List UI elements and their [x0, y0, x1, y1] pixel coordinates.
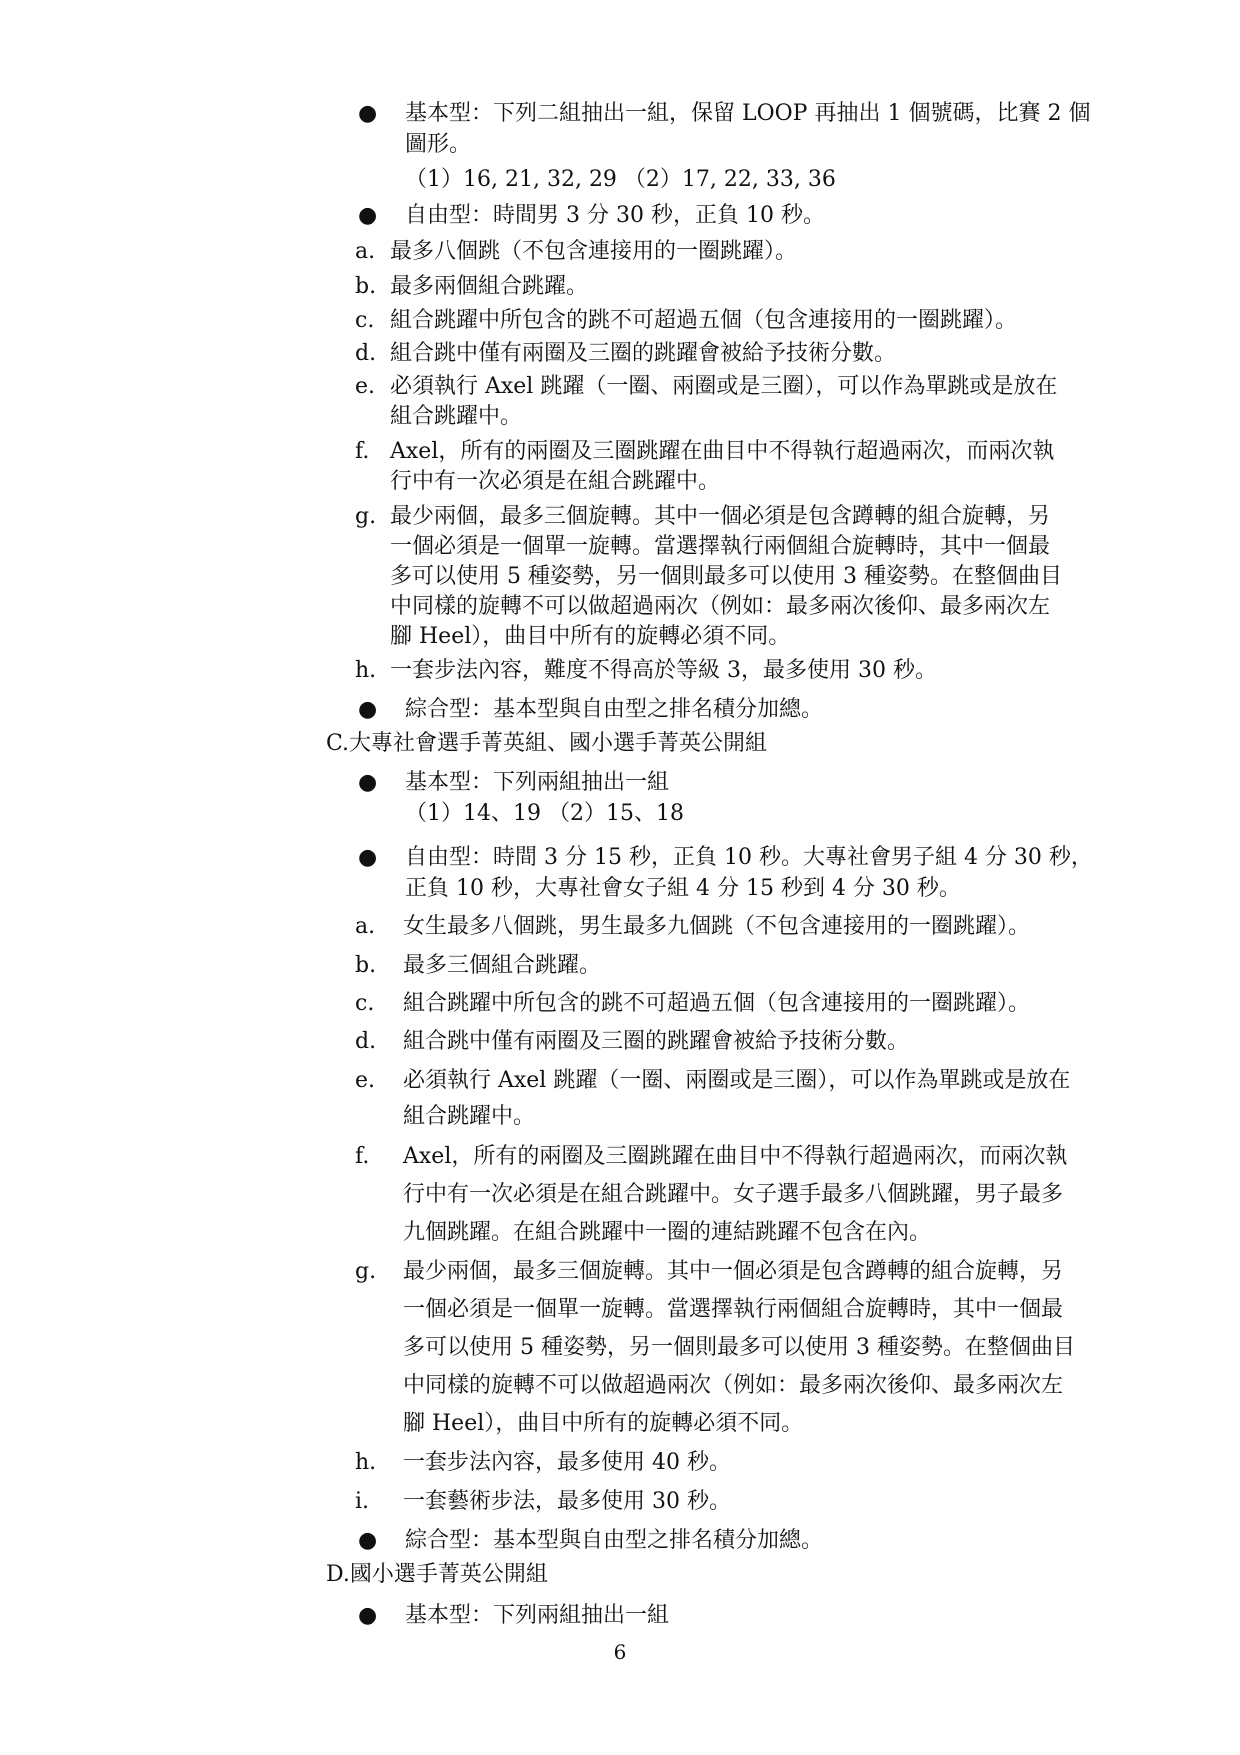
b-item-marker: e. [355, 374, 376, 399]
b-item-text: 一套步法內容，難度不得高於等級 3，最多使用 30 秒。 [390, 658, 937, 683]
b-item-text: Axel，所有的兩圈及三圈跳躍在曲目中不得執行超過兩次，而兩次執 [390, 439, 1055, 464]
c-basic-line1: 基本型：下列兩組抽出一組 [405, 770, 670, 795]
b-item-text: 腳 Heel），曲目中所有的旋轉必須不同。 [390, 624, 791, 649]
b-combined-line1: 綜合型：基本型與自由型之排名積分加總。 [405, 697, 824, 722]
b-item-text: 最多八個跳（不包含連接用的一圈跳躍）。 [390, 239, 798, 264]
c-item-text: Axel，所有的兩圈及三圈跳躍在曲目中不得執行超過兩次，而兩次執 [403, 1144, 1068, 1169]
bullet-icon: ● [358, 697, 378, 722]
bullet-icon: ● [358, 845, 378, 870]
c-item-marker: a. [355, 914, 376, 939]
c-item-marker: b. [355, 953, 377, 978]
c-item-text: 組合跳中僅有兩圈及三圈的跳躍會被給予技術分數。 [403, 1029, 910, 1054]
c-free-line1: 自由型：時間 3 分 15 秒，正負 10 秒。大專社會男子組 4 分 30 秒， [405, 845, 1093, 870]
section-d-heading: D.國小選手菁英公開組 [326, 1562, 548, 1587]
c-item-text: 必須執行 Axel 跳躍（一圈、兩圈或是三圈），可以作為單跳或是放在 [403, 1068, 1071, 1093]
c-item-text: 九個跳躍。在組合跳躍中一圈的連結跳躍不包含在內。 [403, 1220, 932, 1245]
c-basic-line2: （1）14、19 （2）15、18 [405, 801, 684, 826]
b-item-text: 中同樣的旋轉不可以做超過兩次（例如：最多兩次後仰、最多兩次左 [390, 594, 1051, 619]
b-item-marker: h. [355, 658, 377, 683]
b-item-marker: g. [355, 504, 377, 529]
c-item-text: 行中有一次必須是在組合跳躍中。女子選手最多八個跳躍，男子最多 [403, 1182, 1064, 1207]
b-item-marker: c. [355, 308, 375, 333]
b-basic-line3: （1）16, 21, 32, 29 （2）17, 22, 33, 36 [405, 167, 836, 192]
c-item-marker: g. [355, 1259, 377, 1284]
b-basic-line2: 圖形。 [405, 132, 472, 157]
b-item-marker: d. [355, 341, 377, 366]
c-item-text: 一套步法內容，最多使用 40 秒。 [403, 1450, 731, 1475]
b-item-text: 一個必須是一個單一旋轉。當選擇執行兩個組合旋轉時，其中一個最 [390, 534, 1051, 559]
b-item-text: 組合跳躍中。 [390, 404, 523, 429]
b-item-text: 必須執行 Axel 跳躍（一圈、兩圈或是三圈），可以作為單跳或是放在 [390, 374, 1058, 399]
c-combined-line1: 綜合型：基本型與自由型之排名積分加總。 [405, 1528, 824, 1553]
c-item-text: 多可以使用 5 種姿勢，另一個則最多可以使用 3 種姿勢。在整個曲目 [403, 1335, 1075, 1360]
bullet-icon: ● [358, 770, 378, 795]
b-free-line1: 自由型：時間男 3 分 30 秒，正負 10 秒。 [405, 203, 825, 228]
b-item-marker: b. [355, 274, 377, 299]
c-item-text: 最多三個組合跳躍。 [403, 953, 602, 978]
b-item-text: 多可以使用 5 種姿勢，另一個則最多可以使用 3 種姿勢。在整個曲目 [390, 564, 1062, 589]
bullet-icon: ● [358, 101, 378, 126]
b-item-text: 最少兩個，最多三個旋轉。其中一個必須是包含蹲轉的組合旋轉，另 [390, 504, 1051, 529]
c-item-text: 女生最多八個跳，男生最多九個跳（不包含連接用的一圈跳躍）。 [403, 914, 1031, 939]
c-item-marker: f. [355, 1144, 370, 1169]
c-item-text: 腳 Heel），曲目中所有的旋轉必須不同。 [403, 1411, 804, 1436]
b-item-marker: f. [355, 439, 370, 464]
b-item-text: 行中有一次必須是在組合跳躍中。 [390, 469, 721, 494]
section-c-heading: C.大專社會選手菁英組、國小選手菁英公開組 [326, 731, 768, 756]
c-item-text: 一套藝術步法，最多使用 30 秒。 [403, 1489, 731, 1514]
b-item-text: 最多兩個組合跳躍。 [390, 274, 589, 299]
c-item-marker: h. [355, 1450, 377, 1475]
c-item-marker: c. [355, 991, 375, 1016]
page-number: 6 [613, 1640, 627, 1664]
d-basic-line1: 基本型：下列兩組抽出一組 [405, 1603, 670, 1628]
c-item-text: 一個必須是一個單一旋轉。當選擇執行兩個組合旋轉時，其中一個最 [403, 1297, 1064, 1322]
c-item-text: 組合跳躍中。 [403, 1104, 536, 1129]
b-item-text: 組合跳躍中所包含的跳不可超過五個（包含連接用的一圈跳躍）。 [390, 308, 1018, 333]
bullet-icon: ● [358, 1528, 378, 1553]
c-item-marker: e. [355, 1068, 376, 1093]
c-item-text: 組合跳躍中所包含的跳不可超過五個（包含連接用的一圈跳躍）。 [403, 991, 1031, 1016]
c-item-text: 最少兩個，最多三個旋轉。其中一個必須是包含蹲轉的組合旋轉，另 [403, 1259, 1064, 1284]
c-free-line2: 正負 10 秒，大專社會女子組 4 分 15 秒到 4 分 30 秒。 [405, 876, 961, 901]
b-item-marker: a. [355, 239, 376, 264]
c-item-marker: d. [355, 1029, 377, 1054]
b-item-text: 組合跳中僅有兩圈及三圈的跳躍會被給予技術分數。 [390, 341, 897, 366]
bullet-icon: ● [358, 203, 378, 228]
b-basic-line1: 基本型：下列二組抽出一組，保留 LOOP 再抽出 1 個號碼，比賽 2 個 [405, 101, 1091, 126]
bullet-icon: ● [358, 1603, 378, 1628]
c-item-text: 中同樣的旋轉不可以做超過兩次（例如：最多兩次後仰、最多兩次左 [403, 1373, 1064, 1398]
c-item-marker: i. [355, 1489, 370, 1514]
